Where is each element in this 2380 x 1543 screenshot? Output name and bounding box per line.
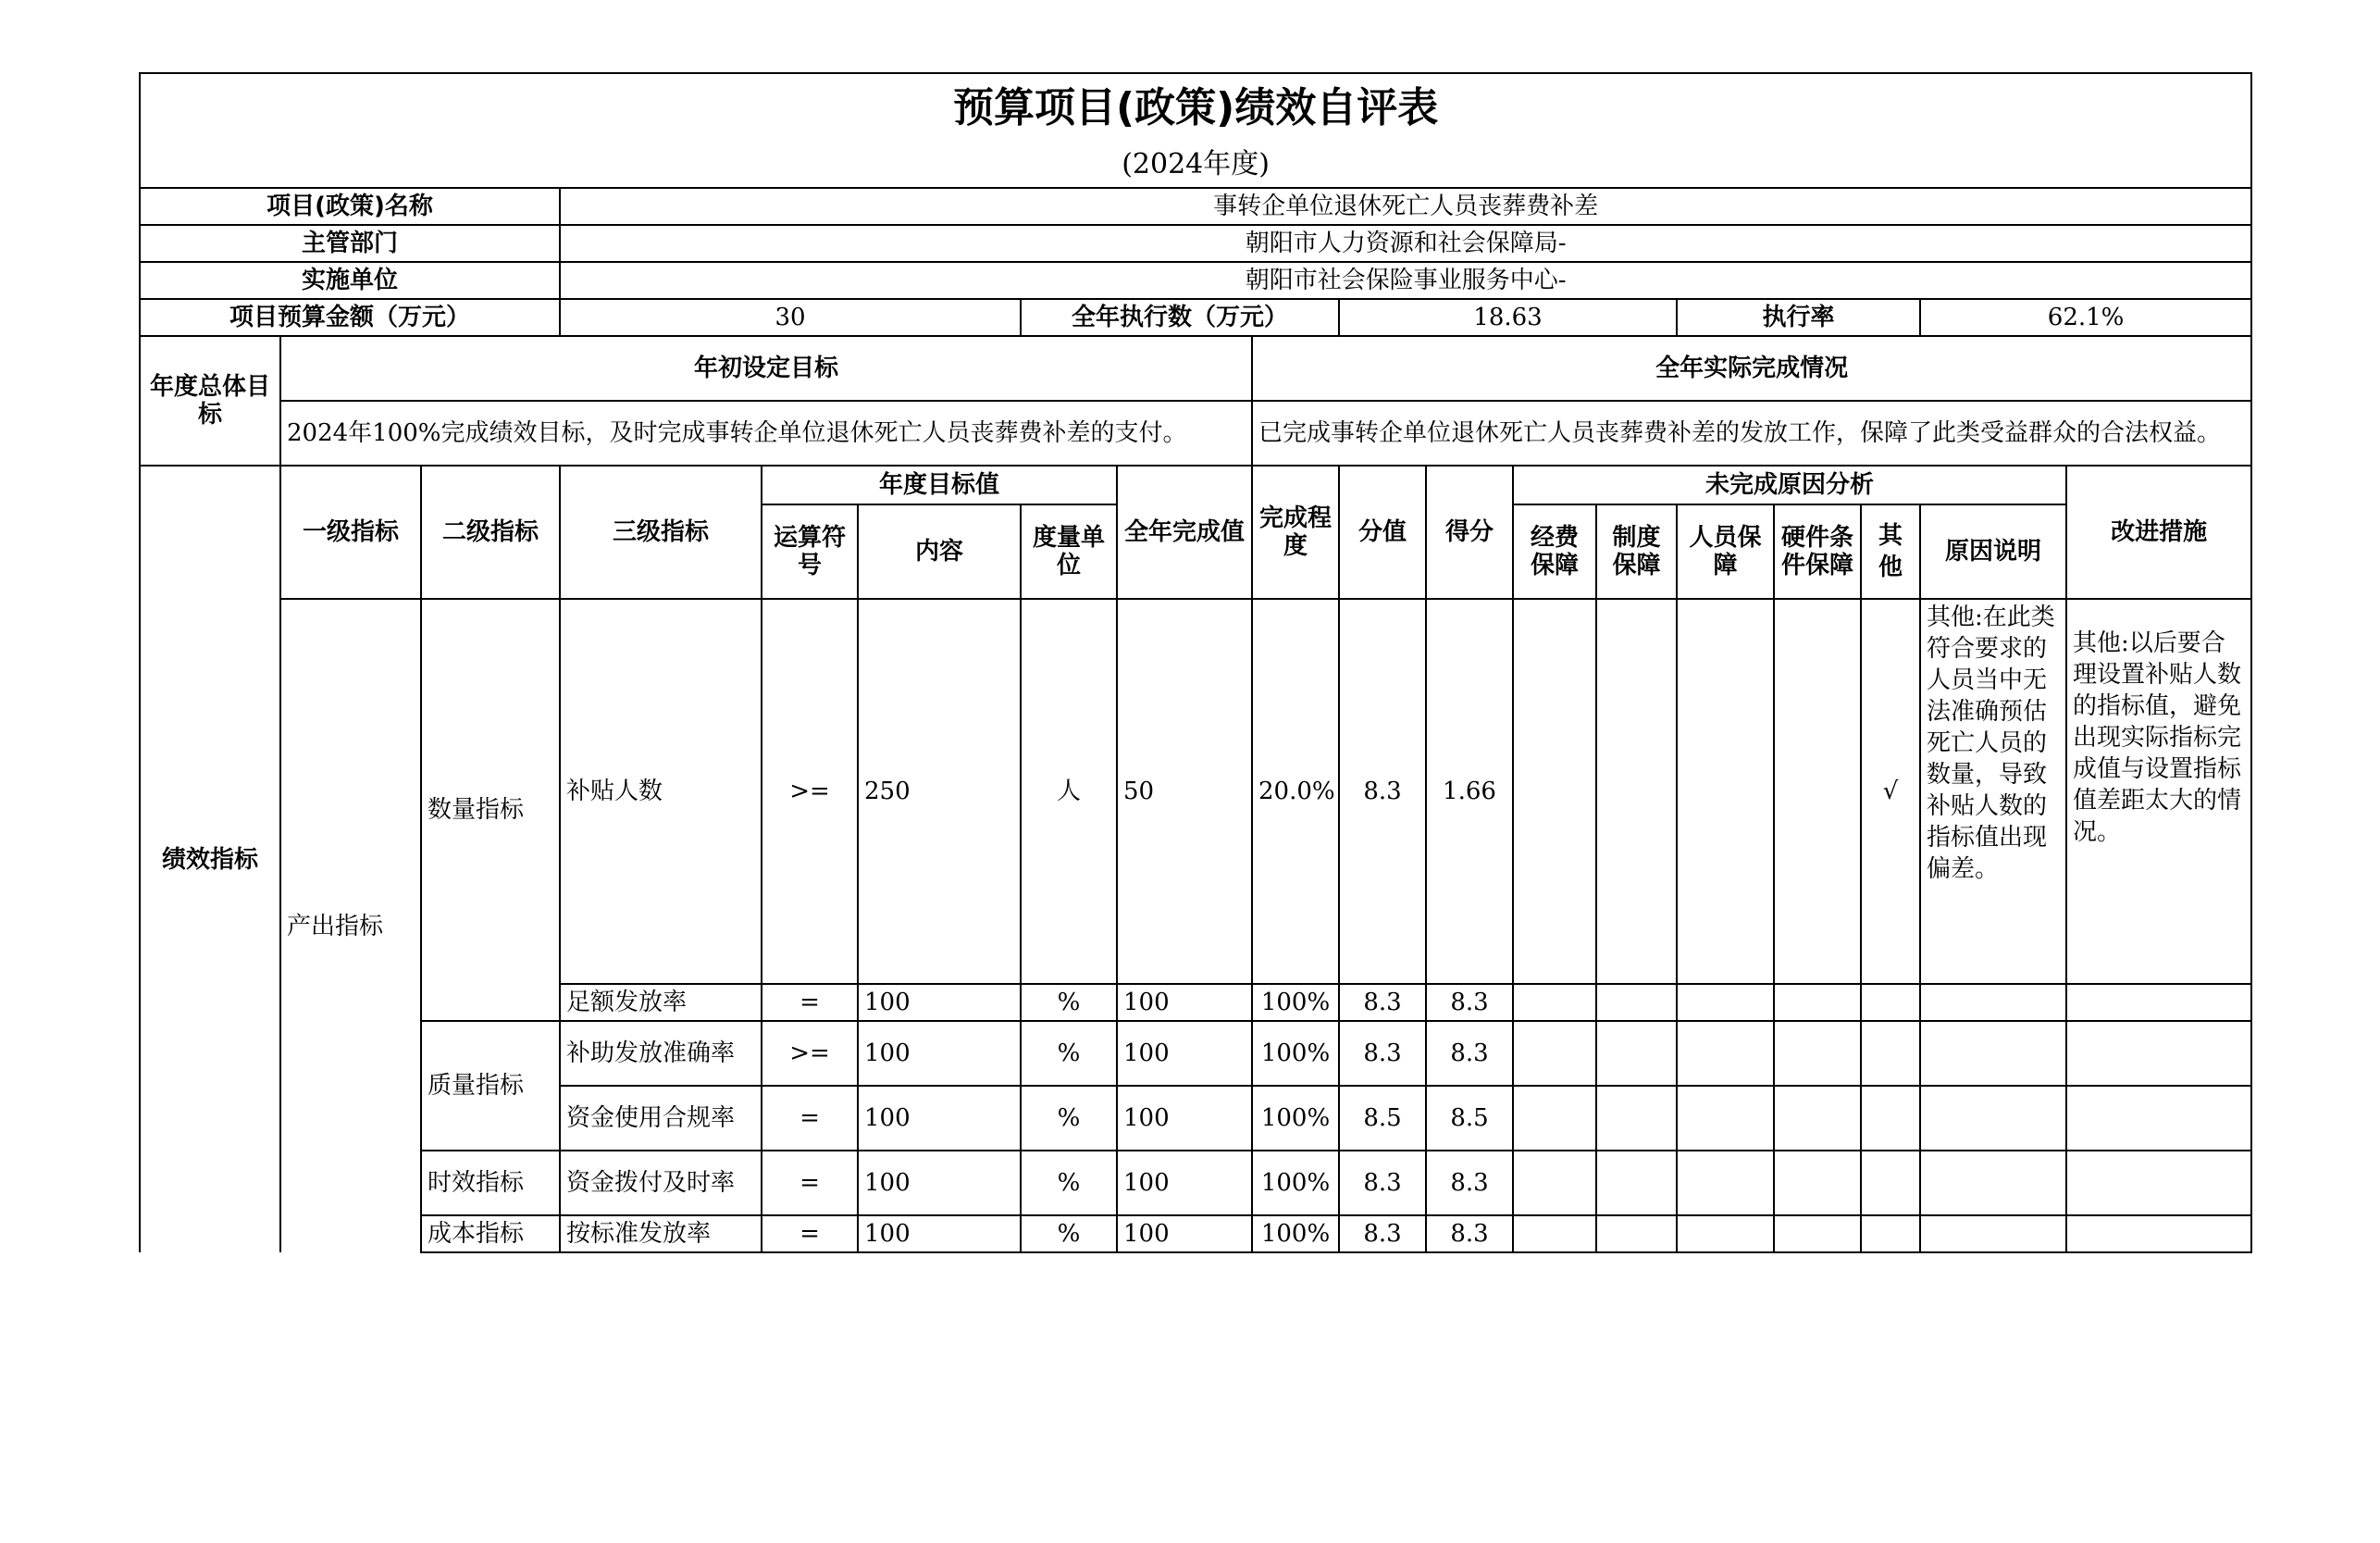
actual-completion-header: 全年实际完成情况 — [1252, 336, 2251, 401]
empty-cell — [1596, 1151, 1677, 1215]
table-row-value: 100 — [1117, 1086, 1252, 1151]
project-name-value: 事转企单位退休死亡人员丧葬费补差 — [560, 188, 2251, 225]
empty-cell — [1920, 1021, 2066, 1086]
unfinished-reason-header: 未完成原因分析 — [1513, 466, 2066, 504]
performance-indicator-label: 绩效指标 — [140, 466, 280, 1252]
table-row-l3: 按标准发放率 — [560, 1215, 762, 1252]
system-guarantee-header: 制度保障 — [1596, 504, 1677, 599]
performance-evaluation-sheet — [139, 72, 2250, 1253]
table-row-content: 100 — [858, 1215, 1021, 1252]
table-row-content: 250 — [858, 599, 1021, 984]
table-row-l3: 补助发放准确率 — [560, 1021, 762, 1086]
empty-cell — [1677, 1086, 1774, 1151]
empty-cell — [1861, 1086, 1920, 1151]
full-score-header: 分值 — [1339, 466, 1426, 599]
table-row-unit: % — [1021, 1215, 1117, 1252]
level2-header: 二级指标 — [421, 466, 560, 599]
table-row-value: 100 — [1117, 1215, 1252, 1252]
improvement-text: 其他:以后要合理设置补贴人数的指标值，避免出现实际指标完成值与设置指标值差距太大的情况。 — [2066, 599, 2251, 984]
executed-amount-value: 18.63 — [1339, 299, 1677, 336]
executed-amount-label: 全年执行数（万元） — [1021, 299, 1339, 336]
empty-cell — [1596, 1021, 1677, 1086]
department-label: 主管部门 — [140, 225, 560, 262]
table-row-op: = — [762, 1151, 858, 1215]
table-row-degree: 20.0% — [1252, 599, 1339, 984]
table-row-op: = — [762, 1215, 858, 1252]
empty-cell — [1596, 1215, 1677, 1252]
content-header: 内容 — [858, 504, 1021, 599]
table-row-content: 100 — [858, 1021, 1021, 1086]
table-row-l3: 资金拨付及时率 — [560, 1151, 762, 1215]
empty-cell — [1513, 1151, 1596, 1215]
empty-cell — [1861, 984, 1920, 1021]
table-row-content: 100 — [858, 1086, 1021, 1151]
empty-cell — [1774, 1021, 1861, 1086]
table-row-op: = — [762, 1086, 858, 1151]
empty-cell — [1861, 1021, 1920, 1086]
table-row-score: 8.5 — [1426, 1086, 1513, 1151]
empty-cell — [1861, 1151, 1920, 1215]
table-row-fund — [1513, 599, 1596, 984]
budget-amount-label: 项目预算金额（万元） — [140, 299, 560, 336]
table-row-system — [1596, 599, 1677, 984]
reason-text: 其他:在此类符合要求的人员当中无法准确预估死亡人员的数量，导致补贴人数的指标值出现偏差。 — [1920, 599, 2066, 984]
empty-cell — [1596, 984, 1677, 1021]
empty-cell — [2066, 1021, 2251, 1086]
table-row-value: 50 — [1117, 599, 1252, 984]
table-row-unit: % — [1021, 1021, 1117, 1086]
operator-header: 运算符号 — [762, 504, 858, 599]
unit-header: 度量单位 — [1021, 504, 1117, 599]
table-row-full: 8.3 — [1339, 599, 1426, 984]
table-row-content: 100 — [858, 984, 1021, 1021]
set-goal-header: 年初设定目标 — [280, 336, 1252, 401]
empty-cell — [1677, 984, 1774, 1021]
page-title: 预算项目(政策)绩效自评表 — [140, 73, 2251, 143]
table-row-l2: 成本指标 — [421, 1215, 560, 1252]
degree-header: 完成程度 — [1252, 466, 1339, 599]
actual-completion-text: 已完成事转企单位退休死亡人员丧葬费补差的发放工作，保障了此类受益群众的合法权益。 — [1252, 401, 2251, 466]
empty-cell — [1513, 1215, 1596, 1252]
table-row-hardware — [1774, 599, 1861, 984]
empty-cell — [1920, 1086, 2066, 1151]
table-row-full: 8.3 — [1339, 1151, 1426, 1215]
table-row-unit: 人 — [1021, 599, 1117, 984]
table-row-op: >= — [762, 599, 858, 984]
table-row-degree: 100% — [1252, 1021, 1339, 1086]
empty-cell — [2066, 1151, 2251, 1215]
execution-rate-label: 执行率 — [1677, 299, 1920, 336]
table-row-score: 8.3 — [1426, 984, 1513, 1021]
table-row-degree: 100% — [1252, 1151, 1339, 1215]
empty-cell — [1513, 1021, 1596, 1086]
empty-cell — [1920, 1215, 2066, 1252]
empty-cell — [2066, 984, 2251, 1021]
table-row-full: 8.3 — [1339, 984, 1426, 1021]
budget-amount-value: 30 — [560, 299, 1021, 336]
table-row-staff — [1677, 599, 1774, 984]
hardware-guarantee-header: 硬件条件保障 — [1774, 504, 1861, 599]
table-row-score: 8.3 — [1426, 1215, 1513, 1252]
empty-cell — [1774, 1086, 1861, 1151]
empty-cell — [1677, 1021, 1774, 1086]
reason-header: 原因说明 — [1920, 504, 2066, 599]
fund-guarantee-header: 经费保障 — [1513, 504, 1596, 599]
empty-cell — [1677, 1151, 1774, 1215]
empty-cell — [1920, 1151, 2066, 1215]
staff-guarantee-header: 人员保障 — [1677, 504, 1774, 599]
table-row-full: 8.5 — [1339, 1086, 1426, 1151]
empty-cell — [1774, 1151, 1861, 1215]
table-row-l2: 数量指标 — [421, 599, 560, 1021]
project-name-label: 项目(政策)名称 — [140, 188, 560, 225]
evaluation-table — [139, 72, 2252, 1253]
empty-cell — [1596, 1086, 1677, 1151]
table-row-degree: 100% — [1252, 984, 1339, 1021]
empty-cell — [1513, 984, 1596, 1021]
improvement-header: 改进措施 — [2066, 466, 2251, 599]
empty-cell — [2066, 1086, 2251, 1151]
other-checkmark: √ — [1861, 599, 1920, 984]
report-year: (2024年度) — [140, 143, 2251, 188]
empty-cell — [2066, 1215, 2251, 1252]
implementing-unit-value: 朝阳市社会保险事业服务中心- — [560, 262, 2251, 299]
table-row-score: 1.66 — [1426, 599, 1513, 984]
implementing-unit-label: 实施单位 — [140, 262, 560, 299]
set-goal-text: 2024年100%完成绩效目标，及时完成事转企单位退休死亡人员丧葬费补差的支付。 — [280, 401, 1252, 466]
table-row-full: 8.3 — [1339, 1215, 1426, 1252]
table-row-score: 8.3 — [1426, 1021, 1513, 1086]
empty-cell — [1677, 1215, 1774, 1252]
table-row-l2: 时效指标 — [421, 1151, 560, 1215]
table-row-l3: 补贴人数 — [560, 599, 762, 984]
table-row-content: 100 — [858, 1151, 1021, 1215]
table-row-op: = — [762, 984, 858, 1021]
table-row-op: >= — [762, 1021, 858, 1086]
execution-rate-value: 62.1% — [1920, 299, 2251, 336]
level1-header: 一级指标 — [280, 466, 421, 599]
table-row-unit: % — [1021, 1086, 1117, 1151]
level1-output: 产出指标 — [280, 599, 421, 1252]
empty-cell — [1861, 1215, 1920, 1252]
table-row-unit: % — [1021, 1151, 1117, 1215]
empty-cell — [1513, 1086, 1596, 1151]
table-row-l3: 足额发放率 — [560, 984, 762, 1021]
table-row-degree: 100% — [1252, 1215, 1339, 1252]
table-row-degree: 100% — [1252, 1086, 1339, 1151]
level3-header: 三级指标 — [560, 466, 762, 599]
table-row-l3: 资金使用合规率 — [560, 1086, 762, 1151]
empty-cell — [1920, 984, 2066, 1021]
annual-goal-label: 年度总体目标 — [140, 336, 280, 466]
department-value: 朝阳市人力资源和社会保障局- — [560, 225, 2251, 262]
table-row-l2: 质量指标 — [421, 1021, 560, 1151]
empty-cell — [1774, 1215, 1861, 1252]
table-row-value: 100 — [1117, 1151, 1252, 1215]
table-row-full: 8.3 — [1339, 1021, 1426, 1086]
other-header: 其他 — [1861, 504, 1920, 599]
annual-target-header: 年度目标值 — [762, 466, 1117, 504]
table-row-score: 8.3 — [1426, 1151, 1513, 1215]
table-row-value: 100 — [1117, 984, 1252, 1021]
empty-cell — [1774, 984, 1861, 1021]
score-header: 得分 — [1426, 466, 1513, 599]
annual-value-header: 全年完成值 — [1117, 466, 1252, 599]
table-row-unit: % — [1021, 984, 1117, 1021]
table-row-value: 100 — [1117, 1021, 1252, 1086]
